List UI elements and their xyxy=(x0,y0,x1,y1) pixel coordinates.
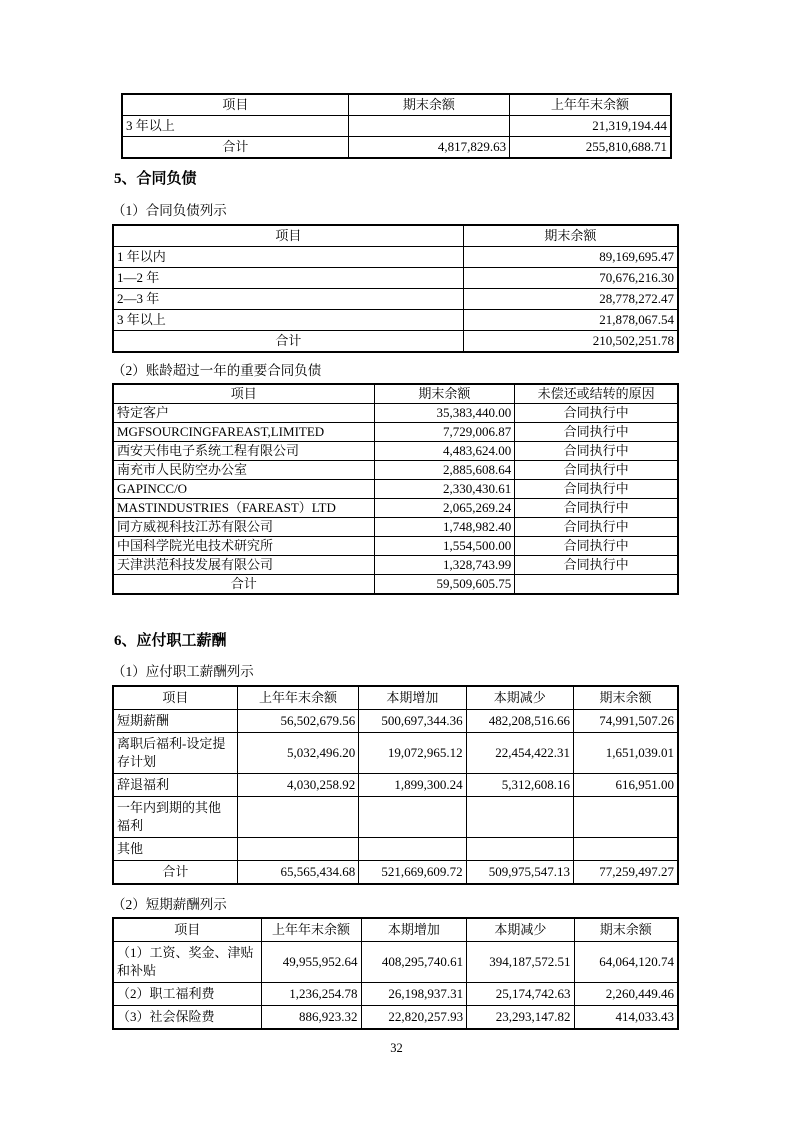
column-header: 本期增加 xyxy=(361,918,467,942)
table-cell: 23,293,147.82 xyxy=(467,1006,574,1030)
table-cell: 天津洪范科技发展有限公司 xyxy=(113,556,374,575)
table-row xyxy=(113,442,678,461)
table-cell xyxy=(573,797,678,838)
column-header: 未偿还或结转的原因 xyxy=(515,384,678,404)
table-header-row xyxy=(122,94,671,116)
table-cell: 短期薪酬 xyxy=(113,710,237,733)
table-cell: 77,259,497.27 xyxy=(573,861,678,885)
table-cell xyxy=(359,797,466,838)
table-cell: 255,810,688.71 xyxy=(510,137,671,159)
table-row xyxy=(113,247,678,268)
table-cell: 49,955,952.64 xyxy=(261,942,361,983)
table-cell: 4,483,624.00 xyxy=(374,442,515,461)
table-cell xyxy=(466,797,573,838)
column-header: 项目 xyxy=(113,384,374,404)
section-5-subheading-1: （1）合同负债列示 xyxy=(112,203,227,218)
column-header: 本期增加 xyxy=(359,686,466,710)
table-row xyxy=(113,331,678,353)
table-cell: 合计 xyxy=(113,861,237,885)
column-header: 本期减少 xyxy=(466,686,573,710)
table-header-row xyxy=(113,686,678,710)
table-row xyxy=(113,861,678,885)
table-cell xyxy=(348,116,509,137)
table-cell: 394,187,572.51 xyxy=(467,942,574,983)
table-cell: 合计 xyxy=(122,137,348,159)
table-cell: 同方威视科技江苏有限公司 xyxy=(113,518,374,537)
table-cell: 408,295,740.61 xyxy=(361,942,467,983)
table-aging-continued-wrapper xyxy=(121,93,672,159)
table-aging-continued xyxy=(121,93,672,159)
table-row xyxy=(113,537,678,556)
table-row xyxy=(113,733,678,774)
column-header: 项目 xyxy=(113,225,463,247)
column-header: 上年年末余额 xyxy=(237,686,358,710)
column-header: 期末余额 xyxy=(573,686,678,710)
table-header-row xyxy=(113,225,678,247)
table-cell: 2,885,608.64 xyxy=(374,461,515,480)
table-cell: 19,072,965.12 xyxy=(359,733,466,774)
table-cell: 56,502,679.56 xyxy=(237,710,358,733)
table-cell: 4,817,829.63 xyxy=(348,137,509,159)
section-6-subheading-1: （1）应付职工薪酬列示 xyxy=(112,664,254,679)
table-cell: 2,330,430.61 xyxy=(374,480,515,499)
column-header: 项目 xyxy=(122,94,348,116)
section-5-subheading-2: （2）账龄超过一年的重要合同负债 xyxy=(112,363,322,378)
table-header-row xyxy=(113,384,678,404)
table-cell: 合计 xyxy=(113,575,374,595)
table-row xyxy=(113,461,678,480)
column-header: 项目 xyxy=(113,918,261,942)
table-row xyxy=(122,137,671,159)
table-cell: 合同执行中 xyxy=(515,480,678,499)
table-cell: （1）工资、奖金、津贴和补贴 xyxy=(113,942,261,983)
table-cell: 521,669,609.72 xyxy=(359,861,466,885)
column-header: 期末余额 xyxy=(348,94,509,116)
column-header: 上年年末余额 xyxy=(261,918,361,942)
table-cell: GAPINCC/O xyxy=(113,480,374,499)
table-cell: 35,383,440.00 xyxy=(374,404,515,423)
table-cell: 1,899,300.24 xyxy=(359,774,466,797)
table-row xyxy=(113,983,678,1006)
table-row xyxy=(113,774,678,797)
table-cell: 2,260,449.46 xyxy=(574,983,678,1006)
table-row xyxy=(113,556,678,575)
table-cell: 1—2 年 xyxy=(113,268,463,289)
column-header: 期末余额 xyxy=(463,225,678,247)
table-cell: 合同执行中 xyxy=(515,404,678,423)
table-cell: 414,033.43 xyxy=(574,1006,678,1030)
table-employee-compensation xyxy=(112,685,679,885)
table-cell: 28,778,272.47 xyxy=(463,289,678,310)
table-contract-liabilities-by-age xyxy=(112,224,679,353)
column-header: 上年年末余额 xyxy=(510,94,671,116)
table-cell: 509,975,547.13 xyxy=(466,861,573,885)
table-cell: 21,878,067.54 xyxy=(463,310,678,331)
table-row xyxy=(113,268,678,289)
table-cell: 482,208,516.66 xyxy=(466,710,573,733)
table-cell xyxy=(359,838,466,861)
table-cell: 1,328,743.99 xyxy=(374,556,515,575)
column-header: 项目 xyxy=(113,686,237,710)
table-cell: 辞退福利 xyxy=(113,774,237,797)
table-cell: 22,820,257.93 xyxy=(361,1006,467,1030)
table-cell: 886,923.32 xyxy=(261,1006,361,1030)
table-cell: 4,030,258.92 xyxy=(237,774,358,797)
table-cell: 南充市人民防空办公室 xyxy=(113,461,374,480)
column-header: 本期减少 xyxy=(467,918,574,942)
table-cell: 合同执行中 xyxy=(515,442,678,461)
section-6-subheading-2: （2）短期薪酬列示 xyxy=(112,897,227,912)
table-cell: 210,502,251.78 xyxy=(463,331,678,353)
table-cell: 64,064,120.74 xyxy=(574,942,678,983)
table-cell: 89,169,695.47 xyxy=(463,247,678,268)
table-row xyxy=(113,942,678,983)
table-cell xyxy=(237,838,358,861)
table-cell xyxy=(515,575,678,595)
table-row xyxy=(113,404,678,423)
table-cell: 5,312,608.16 xyxy=(466,774,573,797)
table-cell: 7,729,006.87 xyxy=(374,423,515,442)
table-cell: 1 年以内 xyxy=(113,247,463,268)
table-cell: 合计 xyxy=(113,331,463,353)
table-cell: 3 年以上 xyxy=(122,116,348,137)
table-cell: 25,174,742.63 xyxy=(467,983,574,1006)
table-cell: 2,065,269.24 xyxy=(374,499,515,518)
table-row xyxy=(113,423,678,442)
table-cell: 1,748,982.40 xyxy=(374,518,515,537)
table-row xyxy=(113,518,678,537)
table-cell: 一年内到期的其他福利 xyxy=(113,797,237,838)
table-row xyxy=(113,838,678,861)
table-cell: 3 年以上 xyxy=(113,310,463,331)
table-row xyxy=(113,310,678,331)
table-cell: 500,697,344.36 xyxy=(359,710,466,733)
table-cell: 1,651,039.01 xyxy=(573,733,678,774)
table-row xyxy=(113,710,678,733)
table-cell: 616,951.00 xyxy=(573,774,678,797)
table-cell: （3）社会保险费 xyxy=(113,1006,261,1030)
table-cell: 21,319,194.44 xyxy=(510,116,671,137)
table-cell xyxy=(573,838,678,861)
table-important-contract-liabilities-over-one-year xyxy=(112,383,679,595)
table-row xyxy=(113,575,678,595)
table-cell: 59,509,605.75 xyxy=(374,575,515,595)
table-cell: 合同执行中 xyxy=(515,556,678,575)
table-cell: 1,554,500.00 xyxy=(374,537,515,556)
table-row xyxy=(113,289,678,310)
table-cell: （2）职工福利费 xyxy=(113,983,261,1006)
table-short-term-compensation xyxy=(112,917,679,1030)
page-number: 32 xyxy=(390,1041,403,1055)
table-cell: 2—3 年 xyxy=(113,289,463,310)
table-row xyxy=(122,116,671,137)
table-cell xyxy=(466,838,573,861)
table-cell: MASTINDUSTRIES（FAREAST）LTD xyxy=(113,499,374,518)
section-6-heading: 6、应付职工薪酬 xyxy=(114,633,227,649)
table-cell: 5,032,496.20 xyxy=(237,733,358,774)
table-row xyxy=(113,480,678,499)
table-cell: 70,676,216.30 xyxy=(463,268,678,289)
column-header: 期末余额 xyxy=(574,918,678,942)
table-header-row xyxy=(113,918,678,942)
table-row xyxy=(113,797,678,838)
table-cell: 西安天伟电子系统工程有限公司 xyxy=(113,442,374,461)
table-cell: 特定客户 xyxy=(113,404,374,423)
table-cell: 离职后福利-设定提存计划 xyxy=(113,733,237,774)
column-header: 期末余额 xyxy=(374,384,515,404)
table-cell: 合同执行中 xyxy=(515,499,678,518)
table-cell: 65,565,434.68 xyxy=(237,861,358,885)
table-cell xyxy=(237,797,358,838)
table-row xyxy=(113,1006,678,1030)
table-row xyxy=(113,499,678,518)
table-cell: MGFSOURCINGFAREAST,LIMITED xyxy=(113,423,374,442)
table-cell: 26,198,937.31 xyxy=(361,983,467,1006)
table-cell: 22,454,422.31 xyxy=(466,733,573,774)
section-5-heading: 5、合同负债 xyxy=(114,171,197,187)
table-cell: 合同执行中 xyxy=(515,537,678,556)
table-cell: 其他 xyxy=(113,838,237,861)
table-cell: 74,991,507.26 xyxy=(573,710,678,733)
table-cell: 中国科学院光电技术研究所 xyxy=(113,537,374,556)
table-cell: 合同执行中 xyxy=(515,423,678,442)
table-cell: 合同执行中 xyxy=(515,518,678,537)
table-cell: 1,236,254.78 xyxy=(261,983,361,1006)
table-cell: 合同执行中 xyxy=(515,461,678,480)
